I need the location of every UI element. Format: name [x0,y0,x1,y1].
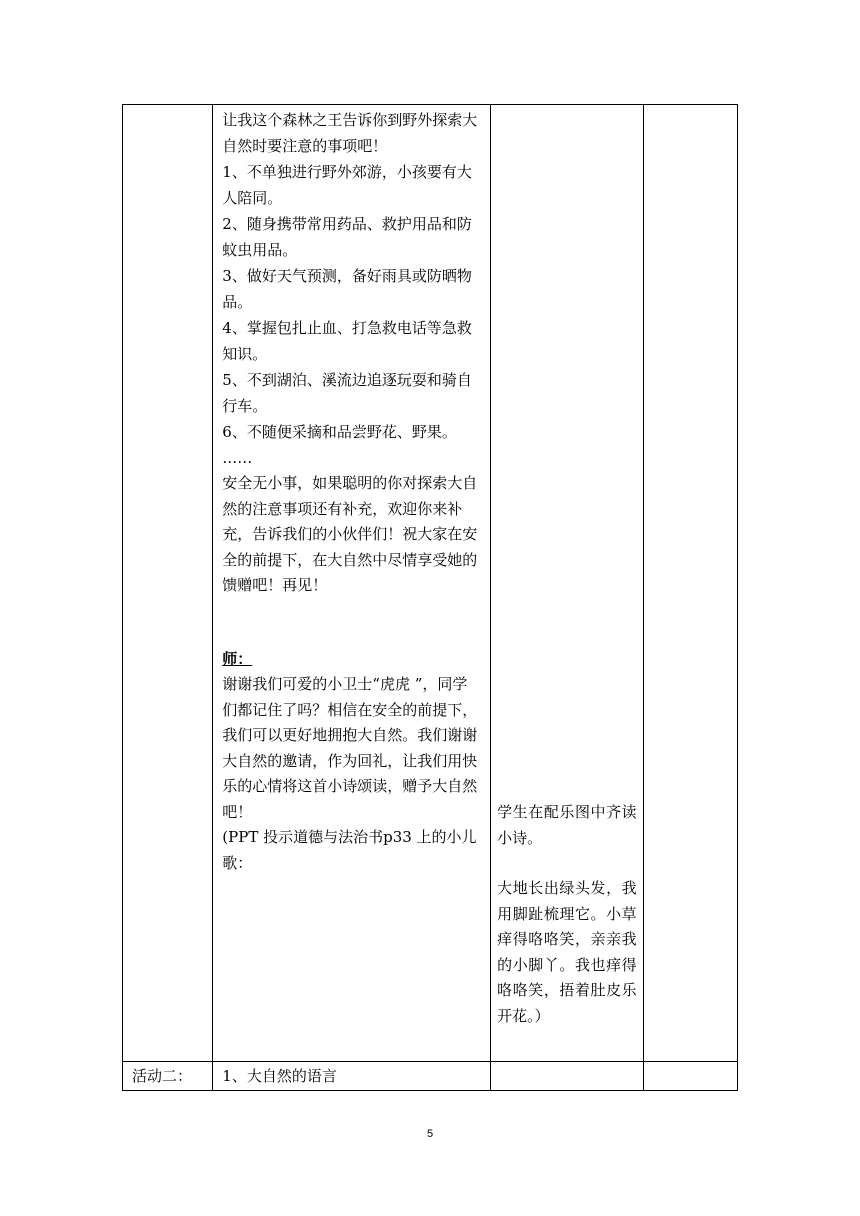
lesson-plan-table [122,104,738,1091]
empty-cell [491,1062,643,1091]
safety-item-4: 4、掌握包扎止血、打急救电话等急救知识。 [222,319,472,363]
safety-item-5: 5、不到湖泊、溪流边追逐玩耍和骑自行车。 [222,371,472,415]
empty-cell [643,1062,737,1091]
activity-label: 活动二： [132,1067,193,1085]
student-instruction: 学生在配乐图中齐读小诗。 [497,803,637,847]
student-activity-cell [491,105,643,1062]
intro-text: 让我这个森林之王告诉你到野外探索大自然时要注意的事项吧！ [222,111,478,155]
activity-label-cell [123,1062,213,1091]
ppt-note: (PPT 投示道德与法治书p33 上的小儿歌： [222,828,477,872]
poem-text: 大地长出绿头发，我用脚趾梳理它。小草痒得咯咯笑，亲亲我的小脚丫。我也痒得咯咯笑，捂着肚皮乐开花。） [497,879,637,1025]
teacher-activity-cell [213,105,491,1062]
teacher-label: 师： [222,649,253,668]
activity-content-cell [213,1062,491,1091]
table-row [123,105,738,1062]
closing-text: 安全无小事，如果聪明的你对探索大自然的注意事项还有补充，欢迎你来补充，告诉我们的小伙伴们！祝大家在安全的前提下，在大自然中尽情享受她的馈赠吧！再见！ [222,474,478,594]
teacher-speech: 谢谢我们可爱的小卫士“虎虎 ”，同学们都记住了吗？相信在安全的前提下，我们可以更好地拥抱大自然。我们谢谢大自然的邀请，作为回礼，让我们用快乐的心情将这首小诗颂读，赠予大自然吧！ [222,675,478,821]
ellipsis-text: …… [222,448,253,467]
stage-cell [123,105,213,1062]
page-number: 5 [426,1128,434,1140]
table-row [123,1062,738,1091]
notes-cell [643,105,737,1062]
safety-item-2: 2、随身携带常用药品、救护用品和防蚊虫用品。 [222,215,472,259]
safety-item-6: 6、不随便采摘和品尝野花、野果。 [222,423,457,441]
activity-content: 1、大自然的语言 [222,1067,337,1085]
safety-item-1: 1、不单独进行野外郊游，小孩要有大人陪同。 [222,163,472,207]
safety-item-3: 3、做好天气预测，备好雨具或防晒物品。 [222,267,472,311]
